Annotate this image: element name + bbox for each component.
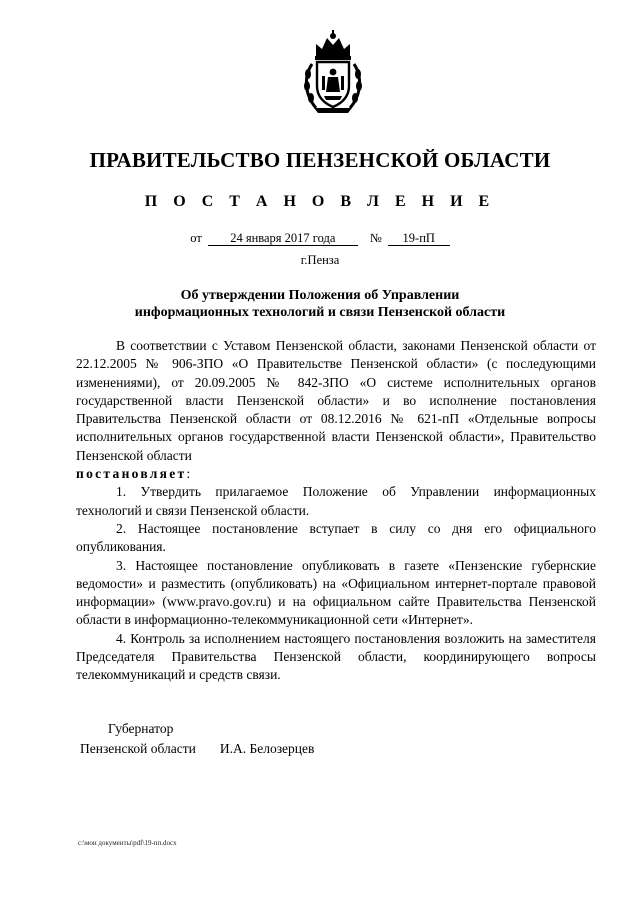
date-prefix: от [190, 231, 202, 245]
file-path: c:\мои документы\pdf\19-пп.docx [78, 839, 177, 847]
document-date: 24 января 2017 года [208, 231, 358, 246]
signatory-name: И.А. Белозерцев [219, 741, 315, 756]
number-prefix: № [369, 231, 382, 245]
document-number: 19-пП [388, 231, 450, 246]
date-number-line [0, 231, 640, 246]
preamble-paragraph: В соответствии с Уставом Пензенской области, законами Пензенской области от 22.12.2005 № 906-ЗПО «О Правительстве Пензенской области» (с последующими изменениями), от 20.09.2005 № 842-ЗПО «О системе исполнительных органов государственной власти Пензенской области» и во исполнение постановления Правительства Пензенской области от 08.12.2016 № 621-пП «Отдельные вопросы исполнительных органов государственной власти Пензенской области», Правительство Пензенской области [76, 338, 596, 463]
document-type: П О С Т А Н О В Л Е Н И Е [144, 193, 496, 210]
city-name: г.Пенза [300, 253, 340, 267]
list-item: 2. Настоящее постановление вступает в силу со дня его официального опубликования. [76, 520, 596, 555]
document-body [76, 337, 596, 685]
subject-line-2: информационных технологий и связи Пензенской области [134, 305, 506, 320]
organization-title: ПРАВИТЕЛЬСТВО ПЕНЗЕНСКОЙ ОБЛАСТИ [89, 148, 551, 172]
signatory-position-line-2: Пензенской области [80, 741, 196, 756]
decree-word: постановляет [76, 466, 187, 482]
subject-line-1: Об утверждении Положения об Управлении [180, 288, 460, 303]
coat-of-arms-icon [302, 30, 364, 114]
decree-colon: : [186, 466, 191, 482]
list-item: 4. Контроль за исполнением настоящего постановления возложить на заместителя Председателя Правительства Пензенской области, координирующего вопросы телекоммуникаций и средств связи. [76, 630, 596, 683]
document-subject [0, 287, 640, 321]
list-item: 1. Утвердить прилагаемое Положение об Управлении информационных технологий и связи Пензенской области. [76, 484, 596, 518]
signature-block [80, 719, 314, 759]
list-item: 3. Настоящее постановление опубликовать в газете «Пензенские губернские ведомости» и разместить (опубликовать) на «Официальном интернет-портале правовой информации» (www.pravo.gov.ru) и на официальном сайте Правительства Пензенской области в информационно-телекоммуникационной сети «Интернет». [76, 557, 596, 628]
signatory-position-line-1: Губернатор [108, 721, 174, 736]
